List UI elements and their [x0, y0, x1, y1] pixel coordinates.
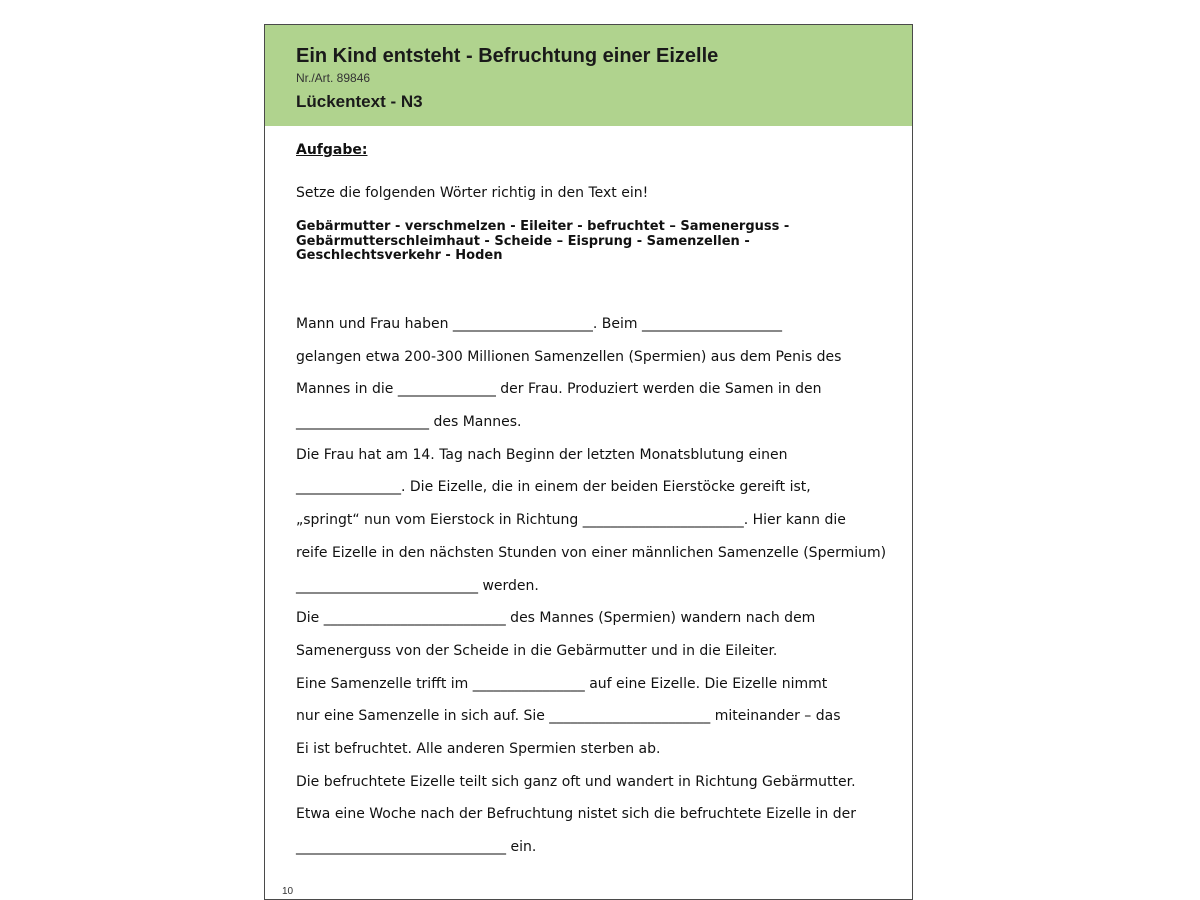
task-heading: Aufgabe:	[296, 142, 368, 158]
cloze-line: _______________. Die Eizelle, die in einem der beiden Eierstöcke gereift ist,	[296, 479, 811, 496]
cloze-line: Mann und Frau haben ____________________. Beim ____________________	[296, 316, 783, 332]
cloze-line: reife Eizelle in den nächsten Stunden von einer männlichen Samenzelle (Spermium)	[296, 544, 887, 561]
cloze-line: Etwa eine Woche nach der Befruchtung nistet sich die befruchtete Eizelle in der	[296, 806, 857, 823]
cloze-line: Mannes in die ______________ der Frau. Produziert werden die Samen in den	[296, 381, 822, 398]
cloze-line: Samenerguss von der Scheide in die Gebärmutter und in die Eileiter.	[296, 642, 778, 659]
word-bank-line: Geschlechtsverkehr - Hoden	[296, 248, 503, 263]
header-banner	[265, 25, 912, 126]
cloze-line: Die befruchtete Eizelle teilt sich ganz oft und wandert in Richtung Gebärmutter.	[296, 773, 856, 790]
worksheet-title: Ein Kind entsteht - Befruchtung einer Eizelle	[296, 45, 719, 67]
word-bank-line: Gebärmutter - verschmelzen - Eileiter - befruchtet – Samenerguss -	[296, 219, 790, 234]
word-bank	[296, 220, 886, 264]
article-number: Nr./Art. 89846	[296, 71, 371, 85]
cloze-line: „springt“ nun vom Eierstock in Richtung _______________________. Hier kann die	[296, 512, 846, 529]
cloze-line: Die Frau hat am 14. Tag nach Beginn der letzten Monatsblutung einen	[296, 446, 788, 463]
word-bank-line: Gebärmutterschleimhaut - Scheide – Eisprung - Samenzellen -	[296, 233, 750, 249]
cloze-line: ___________________ des Mannes.	[296, 414, 522, 431]
cloze-line: ______________________________ ein.	[296, 839, 537, 855]
cloze-text	[296, 314, 896, 870]
cloze-line: Die __________________________ des Mannes (Spermien) wandern nach dem	[296, 610, 816, 627]
cloze-line: Eine Samenzelle trifft im ________________ auf eine Eizelle. Die Eizelle nimmt	[296, 675, 828, 692]
cloze-line: nur eine Samenzelle in sich auf. Sie _______________________ miteinander – das	[296, 708, 841, 725]
page-number: 10	[282, 886, 294, 897]
cloze-line: gelangen etwa 200-300 Millionen Samenzellen (Spermien) aus dem Penis des	[296, 348, 842, 365]
cloze-line: __________________________ werden.	[296, 577, 539, 594]
cloze-line: Ei ist befruchtet. Alle anderen Spermien sterben ab.	[296, 740, 661, 757]
task-instruction: Setze die folgenden Wörter richtig in den Text ein!	[296, 185, 649, 201]
worksheet-subtitle: Lückentext - N3	[296, 92, 423, 111]
worksheet-page	[264, 24, 913, 900]
